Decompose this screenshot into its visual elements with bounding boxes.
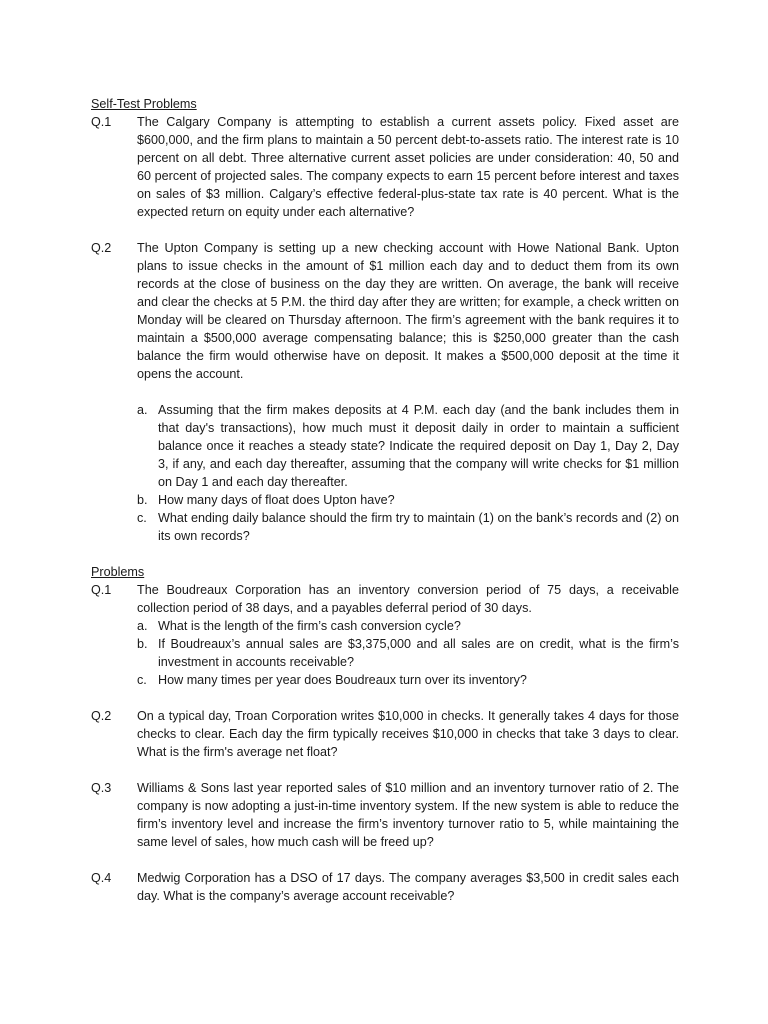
question-text: Medwig Corporation has a DSO of 17 days. The company averages $3,500 in credit sales each day. What is the company’s average account receivable? xyxy=(137,871,679,903)
self-test-question-1 xyxy=(91,113,679,221)
question-text: Williams & Sons last year reported sales of $10 million and an inventory turnover ratio of 2. The company is now adopting a just-in-time inventory system. If the new system is able to reduce the firm’s inventory level and increase the firm’s inventory turnover ratio to 5, while maintaining the same level of sales, how much cash will be freed up? xyxy=(137,781,679,849)
self-test-heading: Self-Test Problems xyxy=(91,97,197,111)
sub-question-b xyxy=(137,635,679,671)
sub-question-b xyxy=(137,491,679,509)
problem-question-4 xyxy=(91,869,679,905)
problem-question-1 xyxy=(91,581,679,689)
sub-question-text: If Boudreaux’s annual sales are $3,375,000 and all sales are on credit, what is the firm’s investment in accounts receivable? xyxy=(158,637,679,669)
question-text: The Upton Company is setting up a new checking account with Howe National Bank. Upton plans to issue checks in the amount of $1 million each day and to deduct them from its own records at the close of business on the day they are written. On average, the bank will receive and clear the checks at 5 P.M. the third day after they are written; for example, a check written on Monday will be cleared on Thursday afternoon. The firm’s agreement with the bank requires it to maintain a $500,000 average compensating balance; this is $250,000 greater than the cash balance the firm would otherwise have on deposit. It makes a $500,000 deposit at the time it opens the account. xyxy=(137,241,679,381)
sub-question-text: What ending daily balance should the firm try to maintain (1) on the bank’s records and (2) on its own records? xyxy=(158,511,679,543)
question-number: Q.1 xyxy=(91,115,112,129)
sub-question-letter: b. xyxy=(137,637,148,651)
question-number: Q.2 xyxy=(91,709,112,723)
sub-question-letter: a. xyxy=(137,619,148,633)
question-number: Q.1 xyxy=(91,583,112,597)
sub-question-a xyxy=(137,401,679,491)
problems-heading: Problems xyxy=(91,565,145,579)
sub-question-text: How many times per year does Boudreaux turn over its inventory? xyxy=(158,673,527,687)
sub-question-text: Assuming that the firm makes deposits at 4 P.M. each day (and the bank includes them in that day's transactions), how much must it deposit daily in order to maintain a sufficient balance once it reaches a steady state? Indicate the required deposit on Day 1, Day 2, Day 3, if any, and each day thereafter, assuming that the company will write checks for $1 million on Day 1 and each day thereafter. xyxy=(158,403,679,489)
question-text: The Boudreaux Corporation has an inventory conversion period of 75 days, a receivable collection period of 38 days, and a payables deferral period of 30 days. xyxy=(137,583,679,615)
sub-question-letter: c. xyxy=(137,511,147,525)
sub-question-c xyxy=(137,671,679,689)
sub-question-letter: a. xyxy=(137,403,148,417)
sub-question-letter: c. xyxy=(137,673,147,687)
sub-question-a xyxy=(137,617,679,635)
question-text: On a typical day, Troan Corporation writes $10,000 in checks. It generally takes 4 days for those checks to clear. Each day the firm typically receives $10,000 in checks that take 3 days to clear. What is the firm's average net float? xyxy=(137,709,679,759)
sub-question-letter: b. xyxy=(137,493,148,507)
question-text: The Calgary Company is attempting to establish a current assets policy. Fixed asset are $600,000, and the firm plans to maintain a 50 percent debt-to-assets ratio. The interest rate is 10 percent on all debt. Three alternative current asset policies are under consideration: 40, 50 and 60 percent of projected sales. The company expects to earn 15 percent before interest and taxes on sales of $3 million. Calgary’s effective federal-plus-state tax rate is 40 percent. What is the expected return on equity under each alternative? xyxy=(137,115,679,219)
question-number: Q.2 xyxy=(91,241,112,255)
problem-question-3 xyxy=(91,779,679,851)
sub-question-c xyxy=(137,509,679,545)
sub-question-text: How many days of float does Upton have? xyxy=(158,493,395,507)
sub-question-list xyxy=(137,617,679,689)
document-content xyxy=(91,95,679,905)
question-number: Q.3 xyxy=(91,781,112,795)
self-test-question-2 xyxy=(91,239,679,545)
problem-question-2 xyxy=(91,707,679,761)
question-number: Q.4 xyxy=(91,871,112,885)
sub-question-text: What is the length of the firm’s cash conversion cycle? xyxy=(158,619,461,633)
sub-question-list xyxy=(137,401,679,545)
